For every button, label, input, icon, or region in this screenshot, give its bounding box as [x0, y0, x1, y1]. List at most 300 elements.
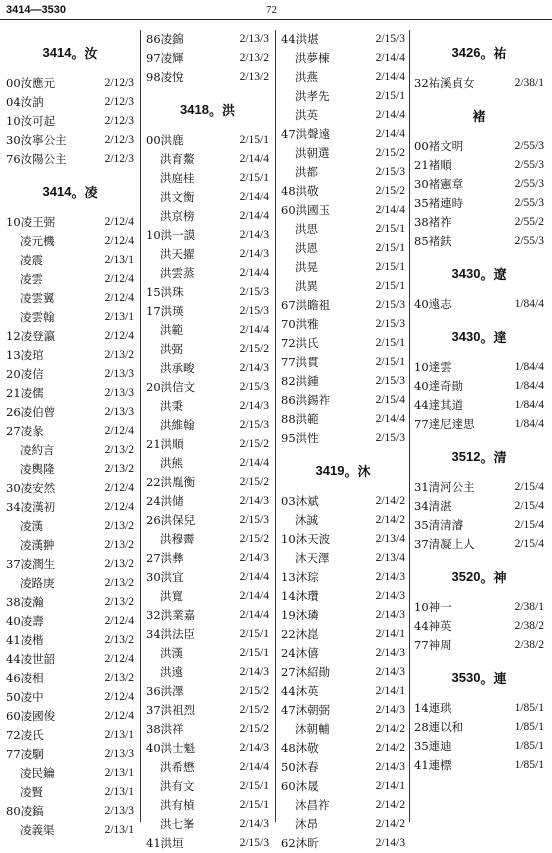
- entry-reference: 1/84/4: [514, 361, 544, 373]
- entry-name: 10神一: [414, 600, 452, 614]
- index-entry: [281, 315, 405, 334]
- section-separator: 。: [480, 329, 494, 345]
- entry-name: 67洪瞻祖: [281, 298, 331, 312]
- entry-name: 04汝訥: [6, 95, 44, 109]
- index-entry: [414, 295, 544, 314]
- index-entry: [6, 650, 134, 669]
- section-code: 3430: [451, 328, 481, 344]
- index-entry: [281, 258, 405, 277]
- entry-reference: 2/13/2: [104, 539, 134, 551]
- section-separator: 。: [208, 102, 222, 118]
- index-entry: [146, 416, 269, 435]
- entry-name: 洪晃: [295, 260, 318, 274]
- index-entry: [414, 699, 544, 718]
- entry-name: 36洪澤: [146, 684, 184, 698]
- entry-name: 10沐天波: [281, 532, 331, 546]
- entry-reference: 2/12/4: [104, 615, 134, 627]
- index-entry: [146, 131, 269, 150]
- index-entry: [146, 663, 269, 682]
- index-entry: [281, 549, 405, 568]
- index-entry: [146, 49, 269, 68]
- entry-name: 00汝應元: [6, 76, 56, 90]
- index-entry: [6, 251, 134, 270]
- entry-reference: 2/14/4: [375, 52, 405, 64]
- entry-reference: 2/12/4: [104, 292, 134, 304]
- section-code: 3414: [42, 183, 72, 199]
- entry-name: 洪遠: [160, 665, 183, 679]
- index-entry: [281, 353, 405, 372]
- entry-name: 凌路庚: [20, 576, 55, 590]
- header-rule: [0, 19, 552, 20]
- entry-name: 47沐朝弼: [281, 703, 331, 717]
- entry-reference: 2/14/3: [375, 647, 405, 659]
- entry-name: 44神英: [414, 619, 452, 633]
- entry-name: 76汝陽公主: [6, 152, 67, 166]
- section-character: 連: [493, 671, 507, 687]
- index-entry: [6, 150, 134, 169]
- entry-name: 85褚鈇: [414, 234, 452, 248]
- entry-reference: 2/15/3: [239, 514, 269, 526]
- index-entry: [6, 783, 134, 802]
- entry-name: 洪秉: [160, 399, 183, 413]
- entry-reference: 2/14/3: [239, 248, 269, 260]
- entry-reference: 2/14/3: [375, 666, 405, 678]
- entry-name: 38凌瀚: [6, 595, 44, 609]
- index-entry: [6, 384, 134, 403]
- entry-reference: 2/14/3: [375, 761, 405, 773]
- entry-name: 40達奇勛: [414, 379, 464, 393]
- index-column-2: [146, 30, 269, 850]
- entry-name: 34凌漢初: [6, 500, 56, 514]
- index-entry: [414, 737, 544, 756]
- entry-reference: 2/38/2: [514, 620, 544, 632]
- entry-reference: 2/12/3: [104, 153, 134, 165]
- entry-name: 20凌信: [6, 367, 44, 381]
- index-entry: [281, 796, 405, 815]
- entry-name: 27凌彖: [6, 424, 44, 438]
- index-entry: [281, 720, 405, 739]
- entry-reference: 1/84/4: [514, 380, 544, 392]
- index-entry: [6, 441, 134, 460]
- index-entry: [6, 555, 134, 574]
- entry-name: 27沐紹勛: [281, 665, 331, 679]
- index-entry: [281, 277, 405, 296]
- entry-name: 凌義渠: [20, 823, 55, 837]
- column-divider: [140, 30, 141, 822]
- index-entry: [6, 365, 134, 384]
- entry-name: 洪文衡: [160, 190, 195, 204]
- entry-name: 洪希懋: [160, 760, 195, 774]
- index-entry: [6, 422, 134, 441]
- entry-reference: 2/13/3: [104, 748, 134, 760]
- section-code: 3426: [451, 44, 481, 60]
- entry-reference: 2/15/2: [239, 438, 269, 450]
- entry-name: 14連珙: [414, 701, 452, 715]
- entry-name: 凌雲翰: [20, 310, 55, 324]
- index-entry: [146, 796, 269, 815]
- entry-reference: 2/15/3: [375, 432, 405, 444]
- entry-reference: 2/14/3: [239, 362, 269, 374]
- entry-reference: 2/15/1: [239, 799, 269, 811]
- entry-name: 50凌中: [6, 690, 44, 704]
- index-entry: [6, 517, 134, 536]
- entry-reference: 2/14/4: [375, 109, 405, 121]
- entry-reference: 2/15/1: [239, 172, 269, 184]
- entry-reference: 1/85/1: [514, 702, 544, 714]
- entry-name: 洪孝先: [295, 89, 330, 103]
- entry-reference: 2/14/1: [375, 685, 405, 697]
- entry-reference: 2/13/3: [239, 33, 269, 45]
- entry-name: 10達雲: [414, 360, 452, 374]
- entry-reference: 2/12/4: [104, 501, 134, 513]
- entry-reference: 2/13/1: [104, 729, 134, 741]
- entry-name: 40遠志: [414, 297, 452, 311]
- index-entry: [281, 163, 405, 182]
- section-separator: 。: [480, 45, 494, 61]
- entry-name: 48沐敬: [281, 741, 319, 755]
- entry-name: 洪育鰲: [160, 152, 195, 166]
- index-entry: [281, 87, 405, 106]
- entry-name: 洪維翰: [160, 418, 195, 432]
- entry-reference: 2/14/3: [375, 571, 405, 583]
- index-entry: [414, 535, 544, 554]
- entry-reference: 2/13/2: [104, 520, 134, 532]
- entry-name: 88洪範: [281, 412, 319, 426]
- index-entry: [146, 758, 269, 777]
- index-entry: [146, 150, 269, 169]
- entry-reference: 2/13/1: [104, 824, 134, 836]
- index-entry: [146, 473, 269, 492]
- section-separator: 。: [480, 670, 494, 686]
- index-entry: [6, 669, 134, 688]
- entry-reference: 2/55/3: [514, 178, 544, 190]
- section-heading: [414, 655, 544, 699]
- entry-name: 13沐琮: [281, 570, 319, 584]
- entry-reference: 2/13/2: [104, 558, 134, 570]
- index-entry: [6, 726, 134, 745]
- index-entry: [6, 403, 134, 422]
- index-entry: [281, 106, 405, 125]
- index-entry: [281, 410, 405, 429]
- entry-name: 95洪性: [281, 431, 319, 445]
- entry-name: 24沐僖: [281, 646, 319, 660]
- entry-reference: 2/14/3: [239, 818, 269, 830]
- entry-name: 70洪雅: [281, 317, 319, 331]
- entry-name: 60凌國俊: [6, 709, 56, 723]
- entry-name: 洪思: [295, 222, 318, 236]
- entry-name: 31清河公主: [414, 480, 475, 494]
- entry-reference: 2/12/3: [104, 96, 134, 108]
- index-entry: [414, 137, 544, 156]
- index-entry: [146, 340, 269, 359]
- entry-name: 凌輿隆: [20, 462, 55, 476]
- index-entry: [414, 213, 544, 232]
- entry-name: 洪承畯: [160, 361, 195, 375]
- entry-reference: 2/13/3: [104, 387, 134, 399]
- entry-name: 48洪敬: [281, 184, 319, 198]
- entry-reference: 2/14/4: [239, 761, 269, 773]
- entry-name: 41凌楷: [6, 633, 44, 647]
- entry-reference: 2/14/3: [239, 229, 269, 241]
- index-entry: [146, 644, 269, 663]
- entry-reference: 2/14/4: [239, 153, 269, 165]
- entry-reference: 2/13/2: [104, 349, 134, 361]
- entry-name: 10洪一謨: [146, 228, 196, 242]
- entry-reference: 2/14/1: [375, 780, 405, 792]
- index-entry: [414, 415, 544, 434]
- index-entry: [146, 739, 269, 758]
- entry-name: 凌民鑰: [20, 766, 55, 780]
- index-entry: [281, 682, 405, 701]
- page-range: 3414—3530: [6, 4, 66, 16]
- entry-reference: 2/12/4: [104, 425, 134, 437]
- entry-name: 沐朝輔: [295, 722, 330, 736]
- entry-reference: 2/14/2: [375, 799, 405, 811]
- entry-name: 洪穆霽: [160, 532, 195, 546]
- entry-reference: 2/12/4: [104, 691, 134, 703]
- entry-reference: 1/84/4: [514, 399, 544, 411]
- index-entry: [6, 460, 134, 479]
- entry-name: 洪京榜: [160, 209, 195, 223]
- entry-reference: 1/85/1: [514, 721, 544, 733]
- entry-reference: 2/55/3: [514, 159, 544, 171]
- index-entry: [281, 429, 405, 448]
- entry-reference: 2/14/2: [375, 495, 405, 507]
- section-character: 沐: [357, 464, 371, 480]
- entry-name: 17洪瑛: [146, 304, 184, 318]
- index-entry: [146, 30, 269, 49]
- index-entry: [414, 478, 544, 497]
- index-entry: [146, 720, 269, 739]
- index-entry: [414, 636, 544, 655]
- entry-name: 22洪胤衡: [146, 475, 196, 489]
- index-entry: [146, 435, 269, 454]
- index-entry: [414, 516, 544, 535]
- index-entry: [146, 397, 269, 416]
- entry-name: 44凌世韶: [6, 652, 56, 666]
- index-entry: [281, 239, 405, 258]
- entry-name: 22沐崑: [281, 627, 319, 641]
- section-code: 3418: [180, 101, 209, 117]
- entry-reference: 2/12/4: [104, 235, 134, 247]
- section-heading: [414, 554, 544, 598]
- entry-name: 洪熊: [160, 456, 183, 470]
- index-entry: [281, 834, 405, 853]
- entry-reference: 2/15/1: [375, 337, 405, 349]
- index-entry: [6, 745, 134, 764]
- entry-name: 洪寬: [160, 589, 183, 603]
- index-entry: [146, 530, 269, 549]
- entry-name: 26凌伯曾: [6, 405, 56, 419]
- index-entry: [146, 169, 269, 188]
- index-entry: [281, 68, 405, 87]
- index-entry: [146, 321, 269, 340]
- entry-reference: 2/15/1: [375, 90, 405, 102]
- entry-reference: 1/84/4: [514, 298, 544, 310]
- entry-reference: 2/15/4: [375, 394, 405, 406]
- index-column-3: [281, 30, 405, 850]
- index-entry: [281, 701, 405, 720]
- index-entry: [146, 492, 269, 511]
- entry-name: 38褚祚: [414, 215, 452, 229]
- entry-reference: 1/85/1: [514, 759, 544, 771]
- index-entry: [146, 701, 269, 720]
- entry-reference: 2/15/3: [239, 286, 269, 298]
- entry-name: 44沐英: [281, 684, 319, 698]
- index-entry: [281, 201, 405, 220]
- entry-reference: 2/12/3: [104, 77, 134, 89]
- index-entry: [6, 289, 134, 308]
- entry-name: 24洪储: [146, 494, 184, 508]
- entry-reference: 2/12/4: [104, 216, 134, 228]
- section-heading: [6, 30, 134, 74]
- entry-reference: 2/15/3: [375, 33, 405, 45]
- entry-name: 19沐璘: [281, 608, 319, 622]
- entry-name: 41連標: [414, 758, 452, 772]
- index-entry: [281, 492, 405, 511]
- entry-name: 凌雲翼: [20, 291, 55, 305]
- entry-name: 15洪珠: [146, 285, 184, 299]
- index-entry: [281, 391, 405, 410]
- index-entry: [281, 530, 405, 549]
- index-entry: [281, 220, 405, 239]
- index-entry: [6, 536, 134, 555]
- index-entry: [281, 144, 405, 163]
- index-entry: [281, 49, 405, 68]
- index-entry: [146, 454, 269, 473]
- entry-name: 37凌潤生: [6, 557, 56, 571]
- entry-name: 30褚憲章: [414, 177, 464, 191]
- entry-reference: 2/38/1: [514, 601, 544, 613]
- section-separator: 。: [480, 266, 494, 282]
- entry-name: 21凌儒: [6, 386, 44, 400]
- entry-name: 21褚順: [414, 158, 452, 172]
- section-separator: 。: [344, 463, 358, 479]
- entry-reference: 2/38/1: [514, 77, 544, 89]
- entry-name: 凌漢翀: [20, 538, 55, 552]
- entry-name: 62沐昕: [281, 836, 319, 850]
- index-entry: [414, 194, 544, 213]
- page-header: [0, 0, 552, 22]
- entry-reference: 2/15/3: [239, 837, 269, 849]
- entry-reference: 2/14/4: [239, 267, 269, 279]
- entry-reference: 2/15/3: [375, 299, 405, 311]
- index-entry: [414, 497, 544, 516]
- index-entry: [414, 718, 544, 737]
- entry-name: 03沐斌: [281, 494, 319, 508]
- index-entry: [6, 93, 134, 112]
- entry-reference: 2/14/2: [375, 723, 405, 735]
- entry-reference: 2/15/2: [239, 476, 269, 488]
- entry-reference: 2/15/4: [514, 500, 544, 512]
- index-entry: [281, 644, 405, 663]
- index-entry: [6, 232, 134, 251]
- column-divider: [275, 30, 276, 822]
- entry-reference: 2/13/2: [104, 672, 134, 684]
- entry-name: 洪天擢: [160, 247, 195, 261]
- index-entry: [146, 264, 269, 283]
- entry-name: 14沐瓚: [281, 589, 319, 603]
- entry-reference: 2/15/2: [375, 185, 405, 197]
- entry-name: 40洪士魁: [146, 741, 196, 755]
- column-divider: [409, 30, 410, 822]
- entry-name: 00褚文明: [414, 139, 464, 153]
- entry-name: 37洪祖烈: [146, 703, 196, 717]
- entry-name: 72凌氏: [6, 728, 44, 742]
- index-entry: [6, 612, 134, 631]
- entry-name: 21洪順: [146, 437, 184, 451]
- entry-name: 凌漢: [20, 519, 43, 533]
- index-entry: [146, 625, 269, 644]
- entry-reference: 2/15/4: [514, 481, 544, 493]
- index-entry: [6, 213, 134, 232]
- index-entry: [414, 377, 544, 396]
- entry-reference: 2/15/4: [514, 519, 544, 531]
- entry-name: 35連迪: [414, 739, 452, 753]
- index-entry: [146, 68, 269, 87]
- entry-name: 洪弼: [160, 342, 183, 356]
- section-code: 3414: [42, 44, 72, 60]
- entry-name: 50沐春: [281, 760, 319, 774]
- index-entry: [146, 815, 269, 834]
- entry-reference: 2/14/4: [239, 457, 269, 469]
- entry-reference: 2/15/2: [375, 147, 405, 159]
- entry-name: 26洪保兒: [146, 513, 196, 527]
- index-entry: [146, 511, 269, 530]
- section-code: 3419: [315, 462, 345, 478]
- entry-reference: 2/14/3: [375, 609, 405, 621]
- entry-reference: 2/14/2: [375, 742, 405, 754]
- entry-reference: 2/12/3: [104, 134, 134, 146]
- index-entry: [281, 587, 405, 606]
- entry-name: 沐誠: [295, 513, 318, 527]
- index-entry: [146, 188, 269, 207]
- entry-reference: 2/15/1: [239, 134, 269, 146]
- entry-name: 10凌王弼: [6, 215, 56, 229]
- section-code: 3520: [451, 568, 481, 584]
- index-entry: [146, 568, 269, 587]
- entry-reference: 2/13/4: [375, 533, 405, 545]
- index-entry: [6, 593, 134, 612]
- entry-name: 洪漢: [160, 646, 183, 660]
- entry-name: 72洪氏: [281, 336, 319, 350]
- entry-reference: 2/12/3: [104, 115, 134, 127]
- entry-name: 凌震: [20, 253, 43, 267]
- entry-reference: 2/14/4: [375, 71, 405, 83]
- index-entry: [281, 30, 405, 49]
- entry-name: 洪異: [295, 279, 318, 293]
- entry-name: 洪恩: [295, 241, 318, 255]
- entry-reference: 2/13/1: [104, 767, 134, 779]
- entry-reference: 2/13/2: [104, 634, 134, 646]
- entry-reference: 2/15/3: [375, 166, 405, 178]
- entry-name: 洪英: [295, 108, 318, 122]
- entry-reference: 2/15/1: [375, 261, 405, 273]
- entry-name: 凌約言: [20, 443, 55, 457]
- section-character: 達: [493, 330, 507, 346]
- section-heading: [281, 448, 405, 492]
- index-entry: [414, 358, 544, 377]
- index-entry: [414, 74, 544, 93]
- index-entry: [6, 327, 134, 346]
- section-character: 凌: [84, 185, 98, 201]
- entry-reference: 2/15/1: [375, 280, 405, 292]
- entry-reference: 2/15/1: [239, 628, 269, 640]
- index-entry: [6, 631, 134, 650]
- section-separator: 。: [71, 184, 85, 200]
- entry-reference: 2/55/3: [514, 235, 544, 247]
- entry-name: 35褚連時: [414, 196, 464, 210]
